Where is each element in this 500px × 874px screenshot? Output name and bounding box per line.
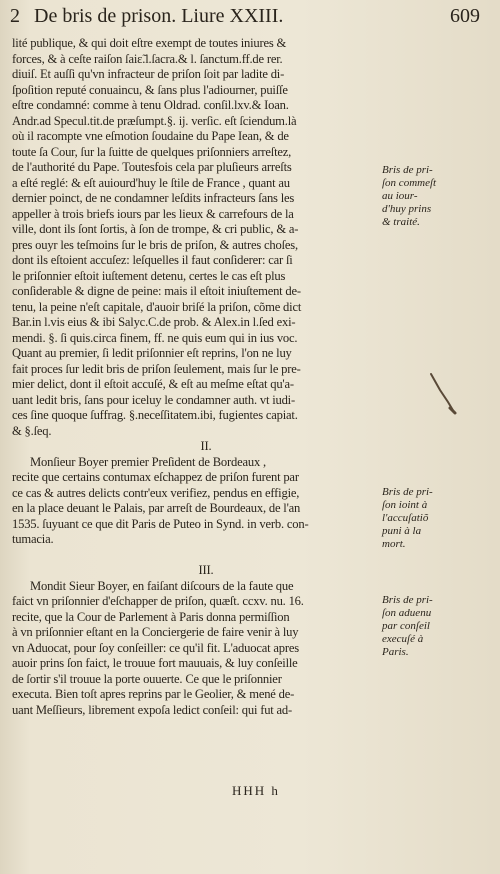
text-line: uant ledit bris, ſans pour iceluy le condamner auth. vt iudi- xyxy=(12,392,295,407)
margin-note-line: l'accuſatiõ xyxy=(382,512,429,524)
text-line: ville, dont ils ſont ſortis, à ſon de trompe, & cri public, & a- xyxy=(12,222,299,236)
margin-note xyxy=(382,486,472,551)
text-line: Bar.in l.vis eius & ibi Salyc.C.de prob. & Alex.in l.ſed exi- xyxy=(12,315,296,329)
text-line: appeller à trois briefs iours par les lieux & carrefours de la xyxy=(12,206,294,221)
margin-note-line: & traité. xyxy=(382,216,420,228)
text-line: vn Aduocat, pour ſoy conſeiller: ce qu'il fit. L'aduocat apres xyxy=(12,640,299,655)
margin-note-line: execuſé à xyxy=(382,633,424,645)
margin-note-line: ſon aduenu xyxy=(382,607,432,619)
text-line: pres ouyr les teſmoins ſur le bris de priſon, & autres choſes, xyxy=(12,237,298,252)
margin-note-line: par conſeil xyxy=(382,620,430,632)
margin-note-line: Paris. xyxy=(382,646,409,658)
text-line: recite que certains contumax eſchappez de priſon furent par xyxy=(12,470,299,484)
page-number: 609 xyxy=(450,5,480,27)
text-line: de ſortir s'il trouue la porte ouuerte. Ce que le priſonnier xyxy=(12,671,282,686)
section-number: II. xyxy=(200,439,212,453)
text-line: en la place deuant le Palais, par arreſt de Bourdeaux, de l'an xyxy=(12,501,301,515)
ink-stroke-mark xyxy=(428,372,458,416)
margin-note-line: d'huy prins xyxy=(382,203,432,215)
text-line: tenu, la peine n'eſt capitale, d'auoir briſé la priſon, cõme dict xyxy=(12,299,302,314)
text-line: Monſieur Boyer premier Preſident de Bordeaux , xyxy=(30,454,266,469)
text-line: auoir prins ſon faict, le trouue fort mauuais, & luy conſeille xyxy=(12,656,298,670)
page-marker-left: 2 xyxy=(10,5,20,27)
text-line: à vn priſonnier eſtant en la Conciergerie de faire venir à luy xyxy=(12,625,299,639)
margin-note-line: ſon commeſt xyxy=(382,177,437,189)
spacer xyxy=(12,548,380,564)
main-text xyxy=(12,36,380,718)
margin-note xyxy=(382,164,472,229)
margin-note-line: au iour- xyxy=(382,190,418,202)
text-line: toute ſa Cour, ſur la ſuitte de quelques priſonniers arreſtez, xyxy=(12,144,292,159)
margin-note-line: puni à la xyxy=(382,525,422,537)
text-line: de l'authorité du Pape. Toutesfois cela par pluſieurs arreſts xyxy=(12,160,292,174)
text-line: le priſonnier eſtoit iuſtement detenu, certes le cas eſt plus xyxy=(12,268,286,283)
section-number: III. xyxy=(198,563,214,577)
text-line: mier delict, dont il eſtoit accuſé, & eſt au meſme eſtat qu'a- xyxy=(12,377,294,391)
text-line: dont ils eſtoient accuſez: leſquelles il faut conſiderer: car ſi xyxy=(12,253,293,267)
text-line: recite, que la Cour de Parlement à Paris donna permiſſion xyxy=(12,609,290,624)
margin-note-line: Bris de pri- xyxy=(382,486,433,498)
text-line: tumacia. xyxy=(12,532,54,546)
text-line: Quant au premier, ſi ledit priſonnier eſt reprins, l'on ne luy xyxy=(12,346,292,360)
running-head xyxy=(10,2,480,30)
text-line: uant Meſſieurs, librement expoſa ledict conſeil: qui fut ad- xyxy=(12,702,293,717)
margin-note-line: Bris de pri- xyxy=(382,594,433,606)
text-line: faict vn priſonnier d'eſchapper de priſon, quæſt. ccxv. nu. 16. xyxy=(12,594,304,608)
text-line: mendi. §. ſi quis.circa finem, ff. ne quis eum qui in ius voc. xyxy=(12,330,298,345)
text-line: 1535. ſuyuant ce que dit Paris de Puteo in Synd. in verb. con- xyxy=(12,516,309,531)
text-line: où il racompte vne eſmotion ſoudaine du Pape Iean, & de xyxy=(12,129,289,143)
text-line: fait proces ſur ledit bris de priſon ſeulement, mais ſur le pre- xyxy=(12,361,301,376)
text-line: diuiſ. Et auſſi qu'vn infracteur de priſon ſoit par ladite di- xyxy=(12,67,285,81)
text-line: lité publique, & qui doit eſtre exempt de toutes iniures & xyxy=(12,36,287,50)
text-line: Andr.ad Specul.tit.de præſumpt.§. ij. verſic. eſt ſciendum.là xyxy=(12,113,297,128)
page-title: De bris de prison. Liure XXIII. xyxy=(34,5,284,27)
text-line: executa. Bien toſt apres reprins par le Geolier, & mené de- xyxy=(12,687,295,701)
text-line: & §.ſeq. xyxy=(12,423,52,438)
margin-note xyxy=(382,594,472,659)
text-line: ce cas & autres delicts contr'eux verifiez, pendus en effigie, xyxy=(12,485,300,500)
text-line: ſpoſition reputé conuaincu, & ſans plus l'adiourner, puiſſe xyxy=(12,82,288,97)
signature-mark: HHH h xyxy=(232,783,280,798)
text-line: eſtre condamné: comme à tenu Oldrad. conſil.lxv.& Ioan. xyxy=(12,98,289,112)
text-line: conſiderable & digne de peine: mais il eſtoit iniuſtement de- xyxy=(12,284,301,298)
margin-note-line: mort. xyxy=(382,538,406,550)
text-line: a eſté reglé: & eſt auiourd'huy le ſtile de France , quant au xyxy=(12,175,290,190)
margin-note-line: ſon ioint à xyxy=(382,499,428,511)
text-line: forces, & à ceſte raiſon ſaiɛ̃.l.ſacra.& l. ſanctum.ff.de rer. xyxy=(12,51,283,66)
text-line: ces ſine quoque ſuffrag. §.neceſſitatem.ibi, fugientes capiat. xyxy=(12,408,298,422)
margin-note-line: Bris de pri- xyxy=(382,164,433,176)
text-line: Mondit Sieur Boyer, en faiſant diſcours de la faute que xyxy=(30,578,294,593)
text-line: dernier poinct, de ne condamner leſdits infracteurs ſans les xyxy=(12,191,295,205)
